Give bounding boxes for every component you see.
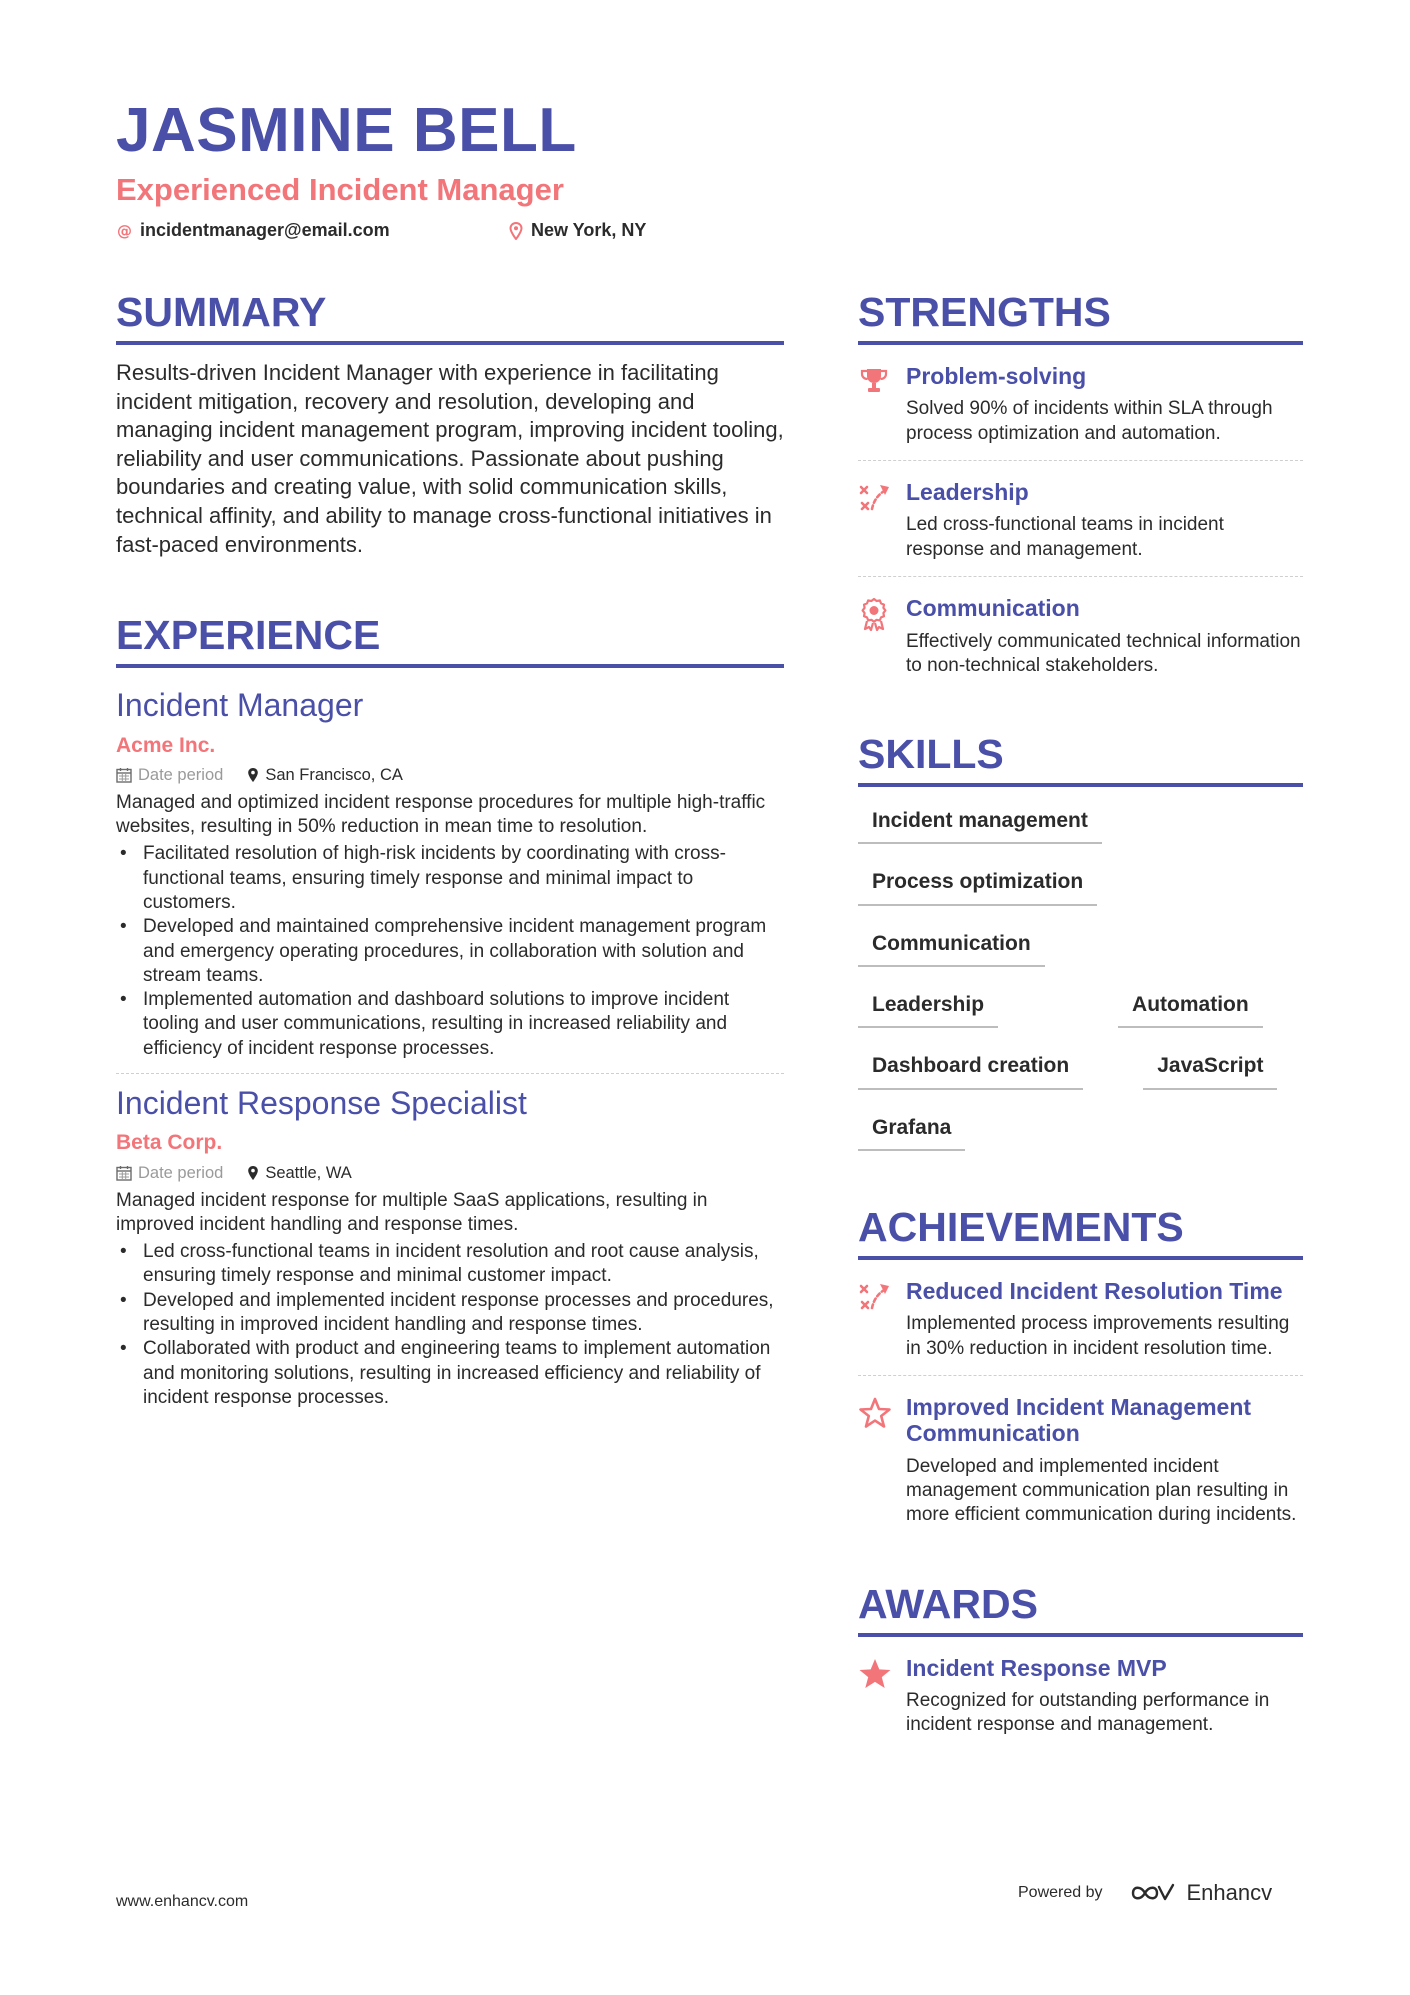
awards-title: AWARDS: [858, 1584, 1303, 1637]
contact-email[interactable]: [116, 220, 390, 241]
skill-tag: Leadership: [858, 983, 998, 1028]
trophy-icon: [858, 365, 890, 397]
summary-section: [116, 289, 784, 559]
strength-description: Solved 90% of incidents within SLA through process optimization and automation.: [906, 398, 1273, 444]
left-column: [116, 289, 784, 1410]
skill-tag: JavaScript: [1143, 1044, 1277, 1089]
award-title: Incident Response MVP: [906, 1654, 1167, 1681]
skills-list: [858, 799, 1303, 1167]
calendar-icon: [116, 1165, 132, 1181]
strengths-section: [858, 289, 1303, 692]
bullet-item: • Developed and implemented incident response processes and procedures, resulting in improved incident handling and response times.: [116, 1289, 784, 1338]
role-date: Date period: [116, 1164, 223, 1183]
summary-title: SUMMARY: [116, 292, 784, 345]
achievement-title: Improved Incident Management Communication: [906, 1393, 1252, 1447]
experience-item: [116, 686, 784, 1061]
strategy-icon: [858, 1280, 892, 1312]
role-location: San Francisco, CA: [247, 766, 403, 785]
role-description: Managed and optimized incident response procedures for multiple high-traffic websites, resulting in 50% reduction in mean time to resolution.: [116, 791, 766, 838]
strength-description: Led cross-functional teams in incident response and management.: [906, 514, 1224, 560]
achievements-section: [858, 1203, 1303, 1542]
location-pin-icon: [509, 222, 523, 240]
skill-tag: Dashboard creation: [858, 1044, 1083, 1089]
right-column: [858, 289, 1303, 1752]
strengths-title: STRENGTHS: [858, 292, 1303, 345]
skill-tag: Communication: [858, 922, 1045, 967]
bullet-item: • Facilitated resolution of high-risk incidents by coordinating with cross-functional teams, ensuring timely response and minimal impact to customers.: [116, 842, 784, 915]
company-name: Acme Inc.: [116, 733, 216, 757]
experience-item: [116, 1084, 784, 1410]
enhancv-logo-icon: [1129, 1881, 1177, 1905]
strength-title: Problem-solving: [906, 363, 1087, 389]
candidate-headline: Experienced Incident Manager: [116, 172, 564, 207]
awards-section: [858, 1580, 1303, 1752]
award-item: [858, 1637, 1303, 1752]
contact-location: [509, 220, 646, 241]
strength-item: [858, 577, 1303, 692]
svg-text:@: @: [117, 222, 132, 239]
role-bullets: [116, 842, 784, 1061]
strength-title: Leadership: [906, 479, 1029, 506]
location-pin-icon: [247, 1165, 259, 1181]
skills-section: [858, 731, 1303, 1167]
brand-name: Enhancv: [1186, 1880, 1273, 1905]
role-meta: [116, 1164, 784, 1183]
achievement-description: Implemented process improvements resulting in 30% reduction in incident resolution time.: [906, 1313, 1290, 1359]
award-ribbon-icon: [858, 597, 890, 631]
achievement-item: [858, 1260, 1303, 1376]
footer-branding: [1018, 1880, 1272, 1906]
bullet-item: • Developed and maintained comprehensive incident management program and emergency operating procedures, in collaboration with solution and stream teams.: [116, 915, 784, 988]
strength-item: [858, 461, 1303, 577]
at-icon: [116, 223, 132, 239]
role-title: Incident Manager: [116, 687, 364, 724]
role-title: Incident Response Specialist: [116, 1085, 527, 1121]
candidate-name: JASMINE BELL: [116, 96, 577, 165]
bullet-item: • Implemented automation and dashboard solutions to improve incident tooling and user communications, resulting in increased reliability and efficiency of incident response processes.: [116, 988, 784, 1061]
role-bullets: [116, 1240, 784, 1410]
skill-tag: Automation: [1118, 983, 1263, 1028]
strength-description: Effectively communicated technical information to non-technical stakeholders.: [906, 630, 1301, 676]
skills-title: SKILLS: [858, 734, 1303, 787]
email-text: incidentmanager@email.com: [140, 220, 390, 240]
summary-text: Results-driven Incident Manager with experience in facilitating incident mitigation, recovery and resolution, developing and managing incident management program, improving incident tooling, reliability and user communications. Passionate about pushing boundaries and creating value, with solid communication skills, technical affinity, and ability to manage cross-functional initiatives in fast-paced environments.: [116, 360, 784, 557]
strategy-icon: [858, 481, 892, 513]
role-date: Date period: [116, 766, 223, 785]
bullet-item: • Led cross-functional teams in incident resolution and root cause analysis, ensuring timely response and minimal customer impact.: [116, 1240, 784, 1289]
achievement-title: Reduced Incident Resolution Time: [906, 1277, 1283, 1304]
star-filled-icon: [858, 1657, 892, 1691]
location-pin-icon: [247, 767, 259, 783]
role-meta: [116, 766, 784, 785]
brand-logo[interactable]: [1129, 1880, 1273, 1906]
skill-tag: Process optimization: [858, 860, 1097, 905]
achievement-item: [858, 1376, 1303, 1542]
award-description: Recognized for outstanding performance in incident response and management.: [906, 1690, 1270, 1736]
achievement-description: Developed and implemented incident management communication plan resulting in more efficient communication during incidents.: [906, 1455, 1297, 1526]
bullet-item: • Collaborated with product and engineering teams to implement automation and monitoring solutions, resulting in increased efficiency and reliability of incident response processes.: [116, 1337, 784, 1410]
achievements-title: ACHIEVEMENTS: [858, 1207, 1303, 1260]
powered-by-text: Powered by: [1018, 1884, 1103, 1901]
role-description: Managed incident response for multiple SaaS applications, resulting in improved incident handling and response times.: [116, 1189, 708, 1235]
experience-section: [116, 612, 784, 1410]
role-location: Seattle, WA: [247, 1164, 352, 1183]
calendar-icon: [116, 767, 132, 783]
location-text: New York, NY: [531, 220, 647, 240]
strength-item: [858, 345, 1303, 461]
experience-title: EXPERIENCE: [116, 615, 784, 668]
star-outline-icon: [858, 1396, 892, 1430]
strength-title: Communication: [906, 595, 1080, 622]
company-name: Beta Corp.: [116, 1131, 223, 1155]
experience-divider: [116, 1073, 784, 1074]
skill-tag: Grafana: [858, 1106, 965, 1151]
skill-tag: Incident management: [858, 799, 1102, 844]
footer-website[interactable]: www.enhancv.com: [116, 1893, 249, 1910]
